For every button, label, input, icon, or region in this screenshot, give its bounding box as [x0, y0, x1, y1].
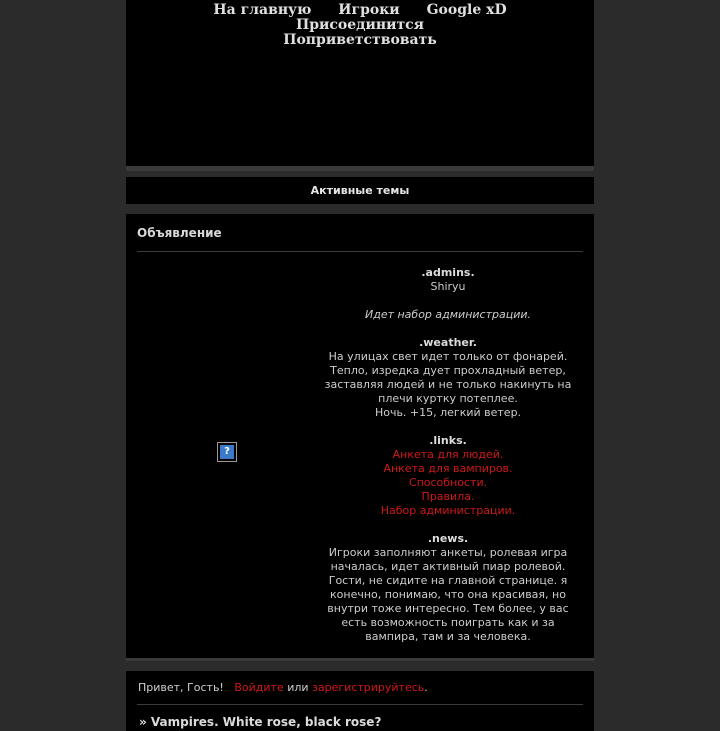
divider [137, 704, 583, 705]
weather-heading: .weather. [419, 336, 477, 349]
link-rules[interactable]: Правила. [421, 490, 475, 503]
link-abilities[interactable]: Способности. [408, 476, 488, 489]
header-banner [126, 0, 594, 171]
admin-name: Shiryu [430, 280, 466, 293]
nav-home-link[interactable]: На главную [213, 2, 312, 18]
admins-note: Идет набор администрации. [364, 308, 532, 321]
nav-google-link[interactable]: Google xD [426, 2, 507, 18]
links-heading: .links. [429, 434, 467, 447]
nav-greet-link[interactable]: Поприветствовать [283, 32, 437, 48]
link-admin-recruit[interactable]: Набор администрации. [380, 504, 516, 517]
register-link[interactable]: зарегистрируйтесь [312, 681, 425, 694]
announcement-panel [126, 214, 594, 661]
news-heading: .news. [427, 532, 469, 545]
forum-title-link[interactable]: » Vampires. White rose, black rose? [139, 715, 382, 729]
link-human-form[interactable]: Анкета для людей. [392, 448, 504, 461]
weather-time: Ночь. +15, легкий ветер. [374, 406, 522, 419]
announcement-title: Объявление [137, 226, 222, 240]
top-nav [126, 0, 594, 48]
news-text: Игроки заполняют анкеты, ролевая игра началась, идет активный пиар ролевой. Гости, не сидите на главной странице. я конечно, понимаю, что она красивая, но внутри тоже интересно. Тем более, у вас есть возможность поиграть как и за вампира, там и за человека. [327, 546, 569, 643]
weather-text: На улицах свет идет только от фонарей. Тепло, изредка дует прохладный ветер, заставляя людей и не только накинуть на плечи куртку потеплее. [324, 350, 572, 405]
page-wrapper [126, 0, 594, 731]
divider [137, 251, 583, 252]
period-text: . [424, 681, 428, 694]
broken-image-icon: ? [217, 442, 237, 462]
active-topics-link[interactable]: Активные темы [126, 177, 594, 204]
admins-heading: .admins. [421, 266, 475, 279]
welcome-line [138, 681, 428, 694]
or-text: или [287, 681, 309, 694]
login-link[interactable]: Войдите [234, 681, 284, 694]
announcement-content [322, 266, 574, 644]
nav-players-link[interactable]: Игроки [338, 2, 400, 18]
greeting-text: Привет, Гость! [138, 681, 224, 694]
link-vampire-form[interactable]: Анкета для вампиров. [383, 462, 513, 475]
nav-join-link[interactable]: Присоединится [295, 17, 425, 33]
welcome-panel [126, 671, 594, 731]
